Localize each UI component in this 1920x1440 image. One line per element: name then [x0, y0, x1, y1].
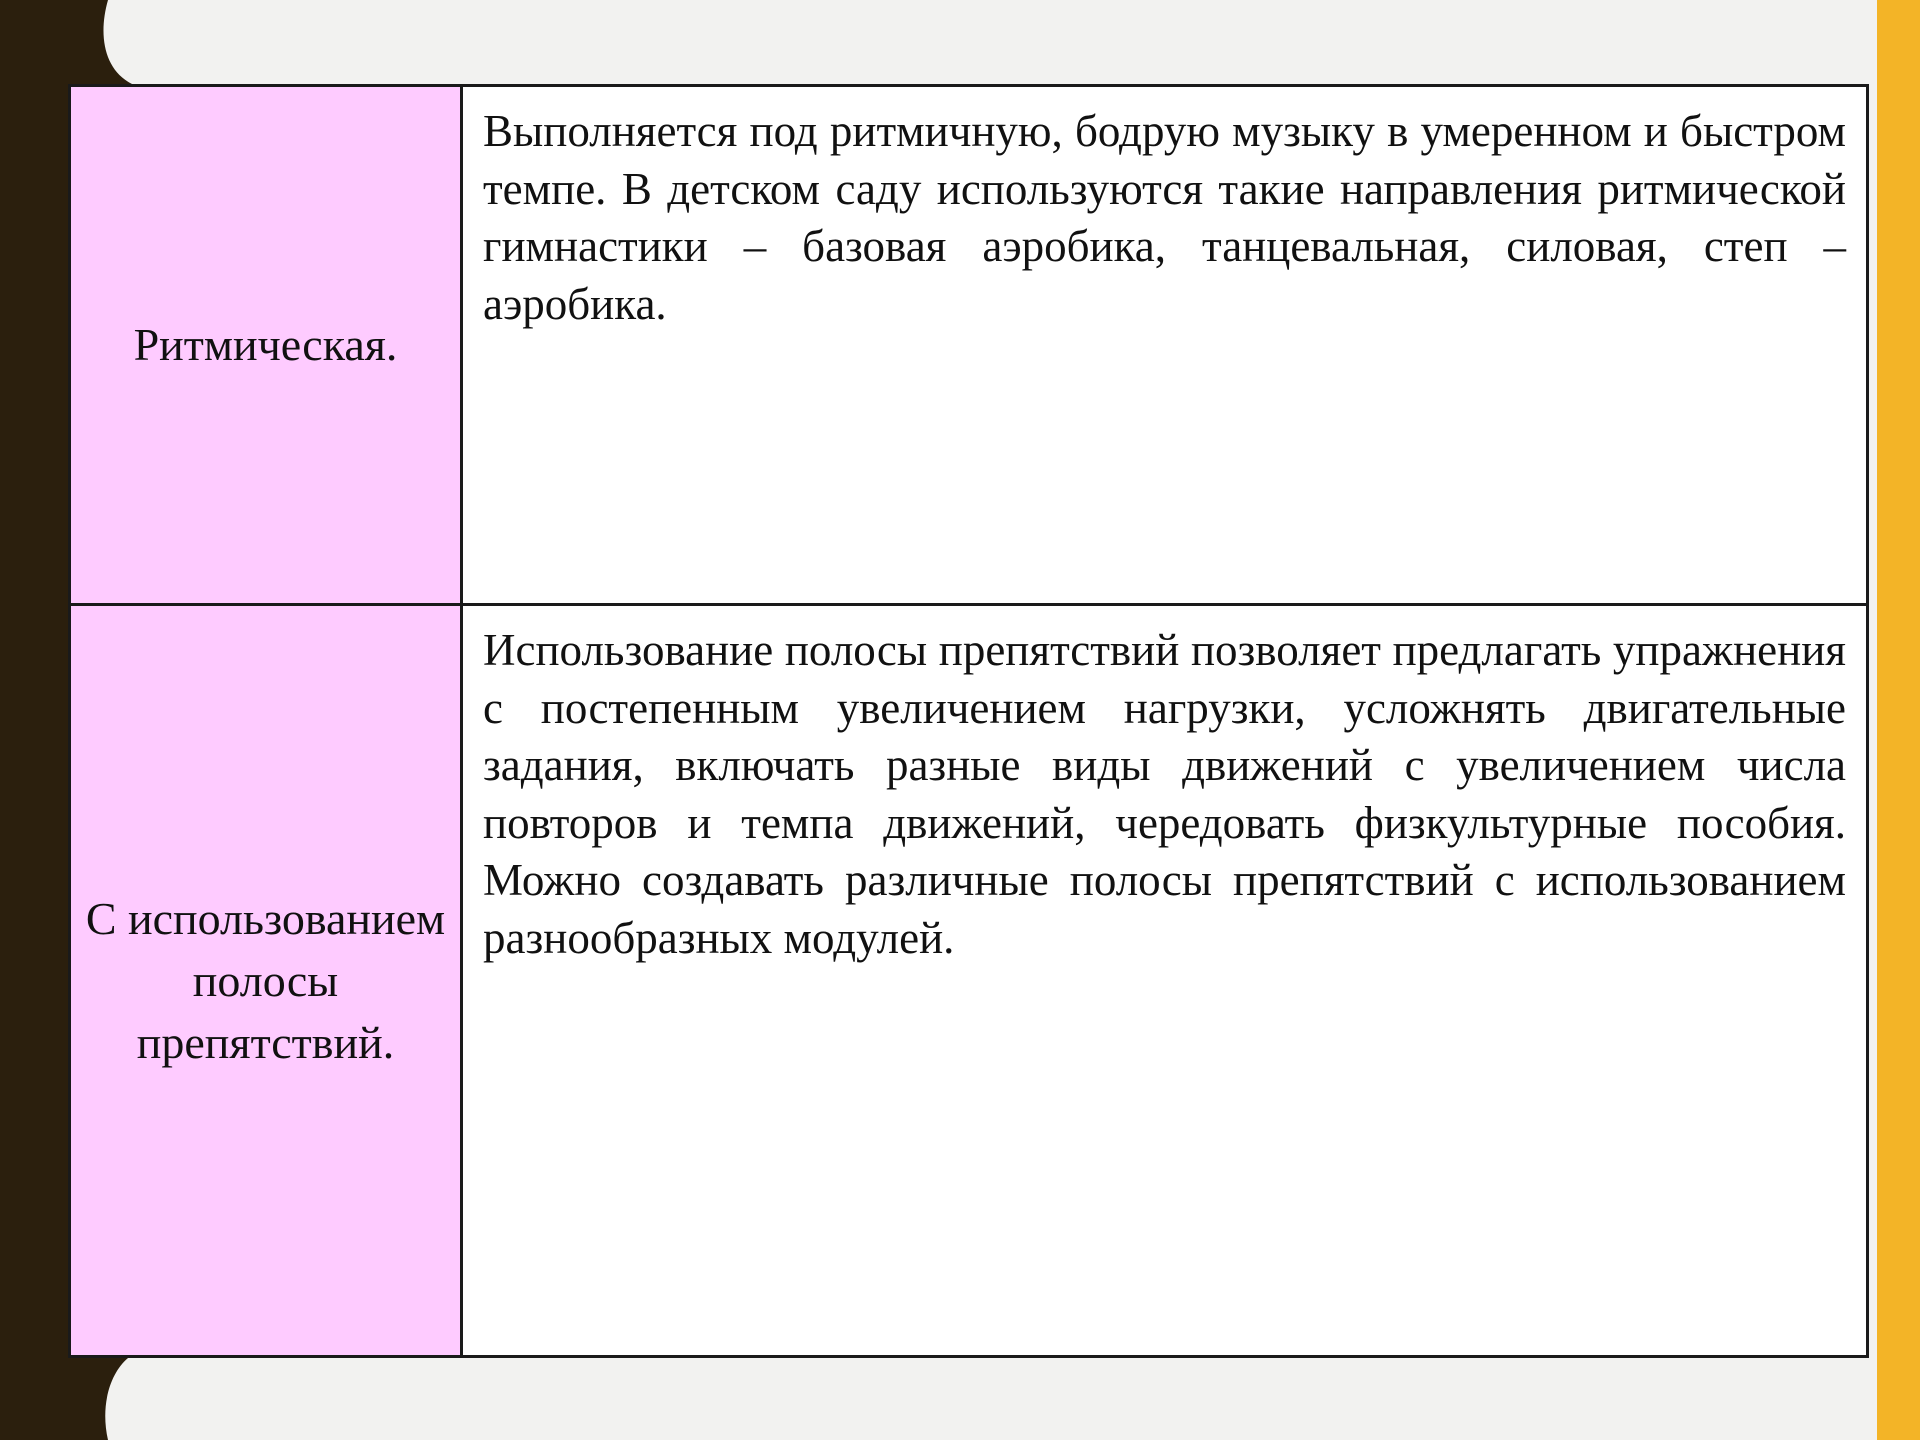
- gymnastics-types-table: [68, 84, 1869, 1358]
- gymnastics-description-cell: [462, 605, 1868, 1357]
- gymnastics-description-cell: [462, 86, 1868, 605]
- gymnastics-description-text: Выполняется под ритмичную, бодрую музыку в умеренном и быстром темпе. В детском саду используются такие направления ритмической гимнастики – базовая аэробика, танцевальная, силовая, степ – аэробика.: [483, 106, 1846, 329]
- table-row: [70, 605, 1868, 1357]
- accent-side-bar: [1877, 0, 1920, 1440]
- gymnastics-type-label: Ритмическая.: [133, 319, 398, 370]
- table-row: [70, 86, 1868, 605]
- gymnastics-type-label: С использованием полосы препятствий.: [85, 892, 446, 1068]
- gymnastics-type-cell: [70, 605, 462, 1357]
- gymnastics-type-cell: [70, 86, 462, 605]
- gymnastics-description-text: Использование полосы препятствий позволяет предлагать упражнения с постепенным увеличением нагрузки, усложнять двигательные задания, включать разные виды движений с увеличением числа повторов и темпа движений, чередовать физкультурные пособия. Можно создавать различные полосы препятствий с использованием разнообразных модулей.: [483, 625, 1846, 963]
